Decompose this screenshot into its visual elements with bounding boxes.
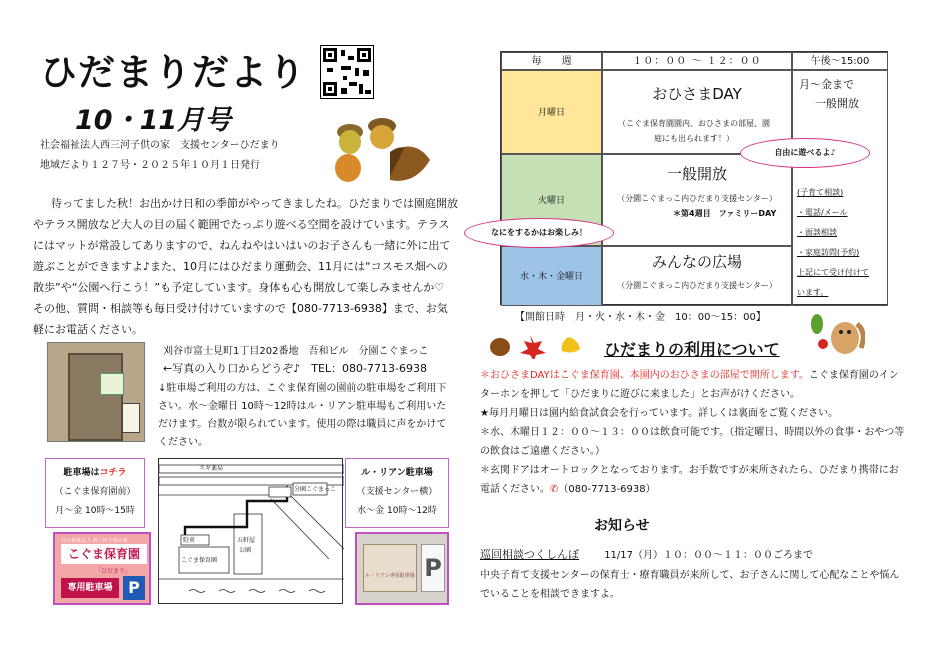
rule-4 [480,461,905,499]
phone-icon: ✆ [550,484,559,495]
rule-3: ＊水、木曜日１２：００～１３：００は飲食可能です。（指定曜日、時間以外の食事・おやつ等の飲食はご遠慮ください。） [480,427,905,457]
kocchi-title-b: コチラ [99,468,127,478]
address-text: 刈谷市富士見町1丁目202番地 吾和ビル 分園こぐまっこ [163,346,429,357]
pm-item-2: ・家庭訪問(予約) [797,248,860,257]
rule-4-tel: （080‐7713‐6938） [558,484,656,495]
rule-1 [480,366,905,404]
program-tuesday-detail: （分園こぐまっこ内ひだまり支援センター） [617,194,777,203]
autumn-leaves-icon [488,331,598,359]
day-wed-fri: 水・木・金曜日 [501,246,602,306]
pm-item-3: 上記にて受け付けて [797,268,869,277]
squirrel-icon [805,312,865,357]
riarn-sub: （支援センター横） [356,487,438,497]
opening-hours: 【開館日時 月・火・水・木・金 10：00～15：00】 [515,312,766,323]
qr-code-icon[interactable] [320,45,374,99]
riarn-hours: 水～金 10時～12時 [357,506,437,516]
map-goken: 五軒屋 [237,537,256,544]
access-map [158,458,343,604]
map-kogumaho: こぐま保育園 [181,557,218,564]
usage-rules [480,366,905,499]
kosign-hidamari: 「ひだまり」 [95,568,132,575]
pm-consult-title: (子育て相談) [797,188,844,197]
organization-name: 社会福祉法人西三河子供の家 支援センターひだまり [40,140,280,151]
rule-1-red: ＊おひさまDAYはこぐま保育園、本園内のおひさまの部屋で開所します。 [480,370,809,381]
acorns-illustration-icon [330,110,440,190]
header-time: １０：００ ～ １２：００ [602,52,792,70]
riarn-parking-box [345,458,449,528]
map-chusha: 駐車 [183,537,196,544]
map-sugi: スギ薬局 [199,465,224,472]
kosign-p: P [123,576,145,600]
publication-info: 地域だより１２７号・２０２５年１０月１日発行 [40,160,260,171]
program-wedfri: みんなの広場 [651,253,742,271]
kosign-parking: 専用駐車場 [61,578,119,598]
riarn-title: ル・リアン駐車場 [361,468,433,478]
rsign-p: P [421,544,445,592]
program-tuesday: 一般開放 [666,165,727,183]
header-week: 毎 週 [501,52,602,70]
koguma-parking-box [45,458,145,528]
program-wedfri-detail: （分園こぐまっこ内ひだまり支援センター） [617,281,777,290]
map-bunen: 分園こぐまっこ [294,486,337,493]
notice-title: お知らせ [594,518,650,534]
rule-1-rest: こぐま保育園のインターホンを押して「ひだまりに遊びに来ました」とお声がけください。 [480,370,899,400]
issue-label: 10・11月号 [75,105,232,136]
consult-time: 11/17（月）１０：００～１１：００ごろまで [604,550,814,561]
pm-item-1: ・面談相談 [797,228,837,237]
kocchi-hours: 月～金 10時～15時 [55,506,135,516]
pm-item-0: ・電話/メール [797,208,848,217]
pm-open-line1: 月～金まで [799,78,854,91]
pm-column [792,70,888,306]
intro-paragraph: 待ってました秋！お出かけ日和の季節がやってきましたね。ひだまりでは園庭開放やテラス開放など大人の目の届く範囲でたっぷり遊べる空間を設けています。テラスにはマットが常設してありますので、ねんねやはいはいのお子さんも一緒に外に出て遊ぶことができますよ♪また、10月にはひだまり運動会、11月には“コスモス畑への散歩”や“公園へ行こう！”も予定しています。身体も心も開放して楽しみませんか♡ その他、質問・相談等も毎日受け付けていますので【080-7713-6938】まで、お気軽にお電話ください。 [33,197,458,336]
kocchi-title-a: 駐車場は [63,468,100,478]
schedule-table [500,51,888,305]
day-tuesday: 火曜日 [501,154,602,246]
rule-4-text: ＊玄関ドアはオートロックとなっております。お手数ですが来所されたら、ひだまり携帯にお電話ください。 [480,465,899,495]
map-koen: 公園 [239,547,252,554]
header-pm: 午後～15:00 [792,52,888,70]
usage-title: ひだまりの利用について [604,340,780,359]
kocchi-sub: （こぐま保育園前） [54,487,136,497]
consult-title: 巡回相談つくしんぼ [480,548,579,561]
parking-text: ↓駐車場ご利用の方は、こぐま保育園の園前の駐車場をご利用下さい。水～金曜日 10時～12時はル・リアン駐車場もご利用いただけます。台数が限られています。使用の際は職員に声をかけてください。 [158,383,447,448]
bubble-surprise: なにをするかはお楽しみ！ [464,218,614,248]
pm-open-line2: 一般開放 [815,97,859,110]
consult-line [480,546,813,562]
program-tuesday-cell [602,154,792,246]
program-monday-detail: （こぐま保育園園内、おひさまの部屋、園庭にも出られます！） [618,119,770,143]
bubble-free-play: 自由に遊べるよ♪ [740,138,870,168]
rsign-text: ル・リアン専用駐車場 [365,573,415,579]
rule-2: ★毎月月曜日は園内給食試食会を行っています。詳しくは裏面をご覧ください。 [480,408,839,419]
kosign-small: 社会福祉法人 西三河子供の家 [61,538,128,544]
riarn-parking-sign-photo [355,532,449,605]
entrance-photo [47,342,145,442]
kosign-school: こぐま保育園 [61,544,147,564]
program-monday: おひさまDAY [652,85,742,103]
entrance-text: ←写真の入り口からどうぞ♪ TEL：080-7713-6938 [163,362,427,375]
consult-description: 中央子育て支援センターの保育士・療育職員が来所して、お子さんに関して心配なことや悩んでいることを相談できますよ。 [480,570,900,600]
koguma-parking-sign-photo [53,532,151,605]
program-wedfri-cell [602,246,792,306]
day-monday: 月曜日 [501,70,602,154]
program-tuesday-extra: ＊第4週目 ファミリーDAY [673,209,777,218]
pm-item-4: います。 [797,288,829,297]
newsletter-title: ひだまりだより [40,51,306,94]
